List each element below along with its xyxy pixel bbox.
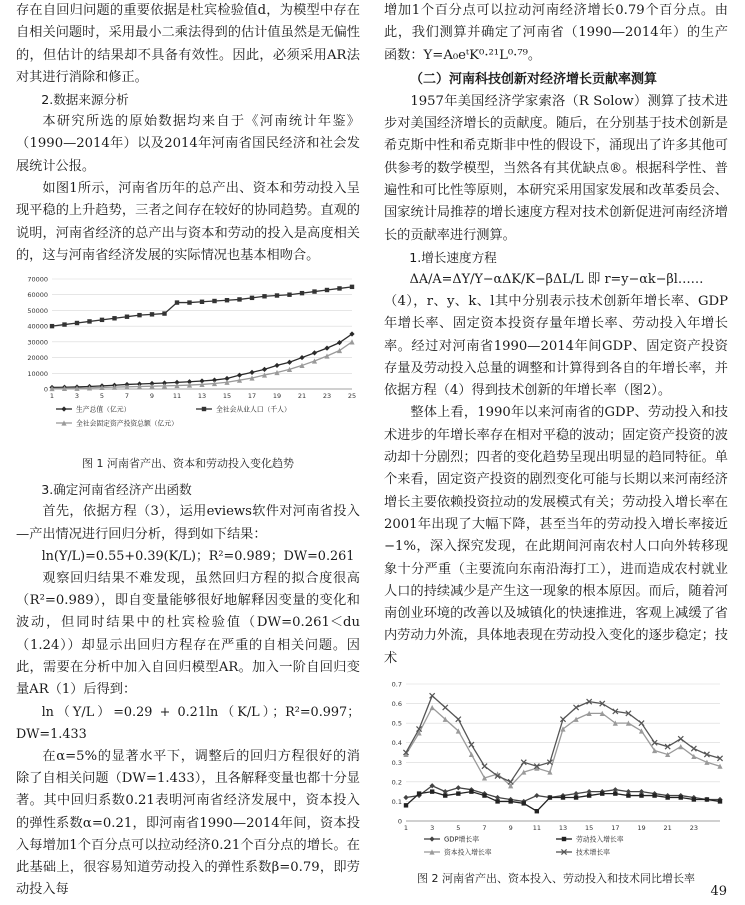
x-tick-label: 13	[197, 392, 207, 401]
paragraph: 如图1所示，河南省历年的总产出、资本和劳动投入呈现平稳的上升趋势，三者之间存在较好的协同趋势。直观的说明，河南省经济的总产出与资本和劳动的投入是高度相关的，这与河南省经济发展的实际情况也基本相吻合。	[16, 181, 360, 263]
data-point	[456, 785, 461, 790]
data-point	[430, 705, 435, 710]
data-point	[312, 351, 317, 356]
x-tick-label: 11	[532, 824, 541, 832]
equation-3: ΔA/A=ΔY/Y−αΔK/K−βΔL/L 即 r=y−αk−βl……	[409, 271, 704, 287]
data-point	[534, 793, 539, 798]
data-point	[679, 795, 683, 799]
paragraph: （4），r、y、k、l其中分别表示技术创新年增长率、GDP年增长率、固定资本投资存量年增长率、劳动投入年增长率。经过对河南省1990—2014年间GDP、固定资产投资存量及劳动投入总量的调整和计算得到各自的年增长率，并依据方程（4）得到技术创新的年增长率（图2）。	[384, 293, 728, 399]
data-point	[548, 795, 552, 799]
page-number: 49	[710, 884, 727, 899]
data-point	[75, 321, 79, 325]
x-tick-label: 3	[74, 392, 80, 401]
data-point	[250, 296, 254, 300]
data-point	[262, 367, 267, 372]
data-point	[691, 746, 696, 751]
y-tick-label: 20000	[27, 354, 48, 363]
data-point	[287, 360, 292, 365]
data-point	[430, 693, 435, 698]
data-point	[274, 363, 279, 368]
x-tick-label: 17	[611, 824, 620, 832]
y-tick-label: 0	[397, 817, 402, 826]
x-tick-label: 23	[689, 824, 698, 832]
data-point	[456, 791, 460, 795]
data-point	[482, 793, 486, 797]
y-tick-label: 50000	[27, 307, 48, 316]
y-tick-label: 0.6	[391, 700, 402, 709]
data-point	[613, 791, 617, 795]
data-point	[200, 300, 204, 304]
data-point	[125, 315, 129, 319]
right-column	[384, 0, 728, 885]
y-tick-label: 0.7	[391, 680, 402, 689]
data-point	[187, 301, 191, 305]
section-heading: （二）河南科技创新对经济增长贡献率测算	[410, 71, 658, 87]
equation-1: ln(Y/L)=0.55+0.39(K/L)；R²=0.989；DW=0.261	[41, 548, 355, 564]
figure-1-chart	[16, 271, 360, 449]
y-tick-label: 0	[43, 385, 48, 394]
y-tick-label: 70000	[27, 275, 48, 284]
data-point	[639, 793, 643, 797]
left-column	[16, 0, 360, 902]
data-point	[350, 285, 354, 289]
y-tick-label: 60000	[27, 291, 48, 300]
subheading-data-source: 2.数据来源分析	[41, 92, 129, 108]
y-tick-label: 0.4	[391, 739, 402, 748]
data-point	[249, 370, 254, 375]
legend-label: 资本投入增长率	[444, 848, 492, 857]
paragraph: 增加1个百分点可以拉动河南经济增长0.79个百分点。由此，我们测算并确定了河南省（1990—2014年）的生产函数：Y=A₀eᵗK⁰·²¹L⁰·⁷⁹。	[384, 3, 728, 63]
subheading-growth-equation: 1.增长速度方程	[409, 249, 497, 265]
x-tick-label: 13	[558, 824, 568, 832]
x-tick-label: 3	[430, 824, 435, 832]
data-point	[312, 290, 316, 294]
data-point	[237, 297, 241, 301]
x-tick-label: 7	[124, 392, 130, 401]
data-point	[705, 797, 709, 801]
data-point	[692, 797, 696, 801]
legend-marker	[429, 836, 434, 841]
data-point	[600, 791, 604, 795]
data-point	[162, 312, 166, 316]
x-tick-label: 11	[172, 392, 182, 401]
data-point	[275, 294, 279, 298]
legend-marker	[202, 407, 206, 411]
data-point	[443, 793, 447, 797]
subheading-production-function: 3.确定河南省经济产出函数	[41, 482, 192, 498]
data-point	[718, 799, 722, 803]
data-point	[137, 313, 141, 317]
data-point	[299, 355, 304, 360]
figure-1	[16, 271, 360, 471]
paragraph: 1957年美国经济学家索洛（R Solow）测算了技术进步对美国经济增长的贡献度。随后，在分别基于技术创新是希克斯中性和希克斯非中性的假设下，涌现出了许多其他可供参考的数学模型，当然各有其优缺点®。根据科学性、普遍性和可比性等原则，本研究采用国家发展和改革委员会、国家统计局推荐的增长速度方程对技术创新促进河南经济增长的贡献率进行测算。	[384, 93, 728, 243]
x-tick-label: 21	[663, 824, 672, 832]
data-point	[430, 789, 434, 793]
data-point	[587, 793, 591, 797]
paragraph: 存在自回归问题的重要依据是杜宾检验值d，为模型中存在自相关问题时，采用最小二乘法得到的估计值虽然是无偏性的，但估计的结果却不具备有效性。因此，必须采用AR法对其进行消除和修正。	[16, 3, 360, 85]
data-point	[50, 324, 54, 328]
paragraph: 整体上看，1990年以来河南省的GDP、劳动投入和技术进步的年增长率存在相对平稳的波动；固定资产投资的波动却十分剧烈；四者的变化趋势呈现出明显的趋同特征。单个来看，固定资产投资的剧烈变化可能与长期以来河南经济增长主要依赖投资拉动的发展模式有关；劳动投入增长率在2001年出现了大幅下降，甚至当年的劳动投入增长率接近−1%，深入探究发现，在此期间河南农村人口向外转移现象十分严重（主要流向东南沿海打工），进而造成农村就业人口的持续减少是产生这一现象的根本原因。而后，随着河南创业环境的改善以及城镇化的快速推进，客观上减缓了省内劳动力外流，具体地表现在劳动投入变化的逐步稳定；技术	[384, 405, 728, 666]
data-point	[573, 717, 578, 722]
data-point	[403, 795, 408, 800]
legend-label: 生产总值（亿元）	[76, 405, 131, 414]
data-point	[212, 299, 216, 303]
data-point	[482, 764, 487, 769]
data-point	[87, 319, 91, 323]
x-tick-label: 15	[585, 824, 594, 832]
y-tick-label: 0.1	[391, 797, 402, 806]
data-point	[469, 752, 474, 757]
legend-label: 劳动投入增长率	[576, 835, 624, 844]
data-point	[495, 799, 499, 803]
data-point	[62, 323, 66, 327]
data-point	[100, 318, 104, 322]
figure-2-caption: 图 2 河南省产出、资本投入、劳动投入和技术同比增长率	[417, 872, 695, 885]
x-tick-label: 9	[149, 392, 155, 401]
series-line	[406, 696, 720, 782]
y-tick-label: 0.5	[391, 719, 402, 728]
data-point	[150, 312, 154, 316]
paragraph: 首先，依据方程（3），运用eviews软件对河南省投入—产出情况进行回归分析，得到如下结果：	[16, 504, 360, 542]
x-tick-label: 25	[347, 392, 357, 401]
data-point	[535, 809, 539, 813]
data-point	[508, 799, 512, 803]
data-point	[300, 291, 304, 295]
y-tick-label: 40000	[27, 322, 48, 331]
x-tick-label: 23	[322, 392, 332, 401]
data-point	[456, 717, 461, 722]
data-point	[469, 789, 473, 793]
data-point	[112, 316, 116, 320]
x-tick-label: 1	[49, 392, 55, 401]
data-point	[573, 705, 578, 710]
x-tick-label: 7	[482, 824, 487, 832]
data-point	[175, 301, 179, 305]
x-tick-label: 1	[403, 824, 409, 832]
figure-2-chart	[384, 676, 728, 862]
data-point	[443, 705, 448, 710]
data-point	[262, 294, 266, 298]
data-point	[574, 795, 578, 799]
data-point	[404, 803, 408, 807]
paragraph: 本研究所选的原始数据均来自于《河南统计年鉴》（1990—2014年）以及2014年河南省国民经济和社会发展统计公报。	[16, 114, 360, 174]
paragraph: 在α=5%的显著水平下，调整后的回归方程很好的消除了自相关问题（DW=1.433），且各解释变量也都十分显著。其中回归系数0.21表明河南省经济发展中，资本投入的弹性系数α=0.21，即河南省1990—2014年间，资本投入每增加1个百分点可以拉动经济0.21个百分点的增长。在此基础上，很容易知道劳动投入的弹性系数β=0.79，即劳动投入每	[16, 748, 360, 898]
legend-marker	[562, 837, 566, 841]
data-point	[665, 795, 669, 799]
x-tick-label: 19	[272, 392, 282, 401]
data-point	[626, 793, 630, 797]
legend-label: 全社会固定资产投资总额（亿元）	[76, 419, 178, 428]
data-point	[522, 801, 526, 805]
paragraph: 观察回归结果不难发现，虽然回归方程的拟合度很高（R²=0.989），即自变量能够很好地解释因变量的变化和波动，但同时结果中的杜宾检验值（DW=0.261＜du（1.24））却显示出回归方程存在严重的自相关问题。因此，需要在分析中加入自回归模型AR。加入一阶自回归变量AR（1）后得到：	[16, 570, 360, 698]
equation-2: ln（Y/L）=0.29 + 0.21ln（K/L）；R²=0.997；DW=1.433	[16, 704, 360, 742]
y-tick-label: 0.2	[391, 778, 402, 787]
data-point	[678, 744, 683, 749]
y-tick-label: 30000	[27, 338, 48, 347]
data-point	[225, 298, 229, 302]
x-tick-label: 5	[456, 824, 461, 832]
figure-1-caption: 图 1 河南省产出、资本和劳动投入变化趋势	[82, 457, 294, 471]
x-tick-label: 9	[508, 824, 513, 832]
x-tick-label: 5	[99, 392, 105, 401]
data-point	[324, 354, 329, 359]
data-point	[337, 286, 341, 290]
x-tick-label: 19	[637, 824, 646, 832]
y-tick-label: 10000	[27, 370, 48, 379]
legend-label: GDP增长率	[444, 835, 479, 844]
data-point	[652, 793, 656, 797]
x-tick-label: 17	[247, 392, 257, 401]
data-point	[325, 288, 329, 292]
figure-2	[384, 676, 728, 886]
x-tick-label: 15	[222, 392, 232, 401]
legend-marker	[61, 407, 66, 412]
data-point	[678, 736, 683, 741]
legend-label: 全社会从业人口（千人）	[216, 405, 291, 414]
series-line	[52, 287, 352, 326]
data-point	[417, 791, 421, 795]
y-tick-label: 0.3	[391, 758, 402, 767]
legend-label: 技术增长率	[576, 848, 610, 857]
data-point	[324, 346, 329, 351]
data-point	[287, 293, 291, 297]
data-point	[561, 795, 565, 799]
x-tick-label: 21	[297, 392, 307, 401]
